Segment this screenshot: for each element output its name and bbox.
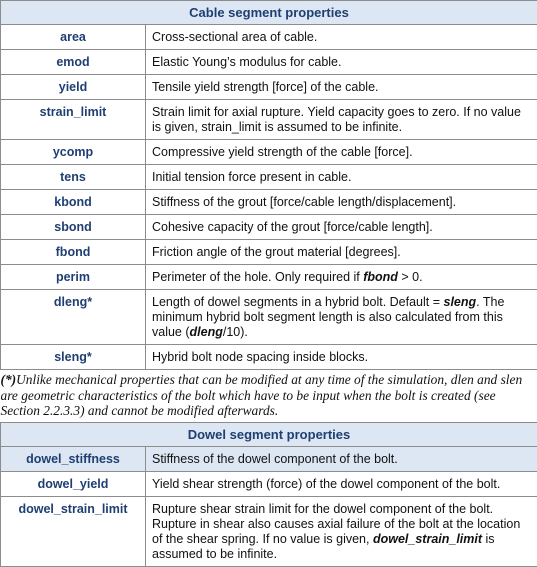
description-text: /10). [223, 325, 248, 339]
property-description [146, 290, 537, 345]
property-name: ycomp [1, 140, 146, 165]
table-row [1, 215, 537, 240]
property-description: Elastic Young’s modulus for cable. [146, 50, 537, 75]
table-row [1, 190, 537, 215]
property-name: area [1, 25, 146, 50]
table-row [1, 265, 537, 290]
emphasized-term: dowel_strain_limit [373, 532, 482, 546]
property-description: Hybrid bolt node spacing inside blocks. [146, 345, 537, 370]
dowel-header-row [1, 422, 537, 446]
property-name: tens [1, 165, 146, 190]
description-text: is assumed to be infinite. [152, 532, 495, 561]
dowel-section-title: Dowel segment properties [1, 422, 537, 446]
emphasized-term: sleng [444, 295, 477, 309]
property-name: dowel_strain_limit [1, 496, 146, 566]
property-description: Yield shear strength (force) of the dowel component of the bolt. [146, 471, 537, 496]
property-name: emod [1, 50, 146, 75]
property-name: dowel_yield [1, 471, 146, 496]
table-row [1, 446, 537, 471]
property-name: perim [1, 265, 146, 290]
cable-section-title: Cable segment properties [1, 1, 537, 25]
property-name: dowel_stiffness [1, 446, 146, 471]
property-name: kbond [1, 190, 146, 215]
property-name: sleng* [1, 345, 146, 370]
property-name: yield [1, 75, 146, 100]
property-description: Initial tension force present in cable. [146, 165, 537, 190]
property-description [146, 496, 537, 566]
table-row [1, 290, 537, 345]
property-name: sbond [1, 215, 146, 240]
table-row [1, 50, 537, 75]
emphasized-term: fbond [363, 270, 398, 284]
table-row [1, 25, 537, 50]
description-text: . The minimum hybrid bolt segment length is also calculated from this value ( [152, 295, 504, 339]
property-description: Cohesive capacity of the grout [force/cable length]. [146, 215, 537, 240]
table-row [1, 100, 537, 140]
footnote-row [1, 370, 537, 423]
property-name: strain_limit [1, 100, 146, 140]
footnote [1, 370, 537, 423]
property-description: Compressive yield strength of the cable [force]. [146, 140, 537, 165]
description-text: Length of dowel segments in a hybrid bolt. Default = [152, 295, 444, 309]
property-description: Stiffness of the dowel component of the bolt. [146, 446, 537, 471]
footnote-marker: (*) [1, 372, 17, 387]
table-row [1, 165, 537, 190]
property-description [146, 265, 537, 290]
property-description: Cross-sectional area of cable. [146, 25, 537, 50]
property-description: Friction angle of the grout material [degrees]. [146, 240, 537, 265]
table-row [1, 496, 537, 566]
property-description: Strain limit for axial rupture. Yield capacity goes to zero. If no value is given, strain_limit is assumed to be infinite. [146, 100, 537, 140]
footnote-text: Unlike mechanical properties that can be modified at any time of the simulation, dlen and slen are geometric characteristics of the bolt which have to be input when the bolt is created (see Section 2.2.3.3) and cannot be modified afterwards. [1, 372, 523, 418]
property-description: Tensile yield strength [force] of the cable. [146, 75, 537, 100]
description-text: Rupture shear strain limit for the dowel component of the bolt. Rupture in shear also causes axial failure of the bolt at the location of the shear spring. If no value is given, [152, 502, 520, 546]
property-name: dleng* [1, 290, 146, 345]
table-row [1, 140, 537, 165]
property-name: fbond [1, 240, 146, 265]
table-row [1, 75, 537, 100]
table-row [1, 345, 537, 370]
property-description: Stiffness of the grout [force/cable length/displacement]. [146, 190, 537, 215]
cable-header-row [1, 1, 537, 25]
description-text: > 0. [398, 270, 423, 284]
description-text: Perimeter of the hole. Only required if [152, 270, 363, 284]
emphasized-term: dleng [190, 325, 223, 339]
table-row [1, 471, 537, 496]
table-row [1, 240, 537, 265]
